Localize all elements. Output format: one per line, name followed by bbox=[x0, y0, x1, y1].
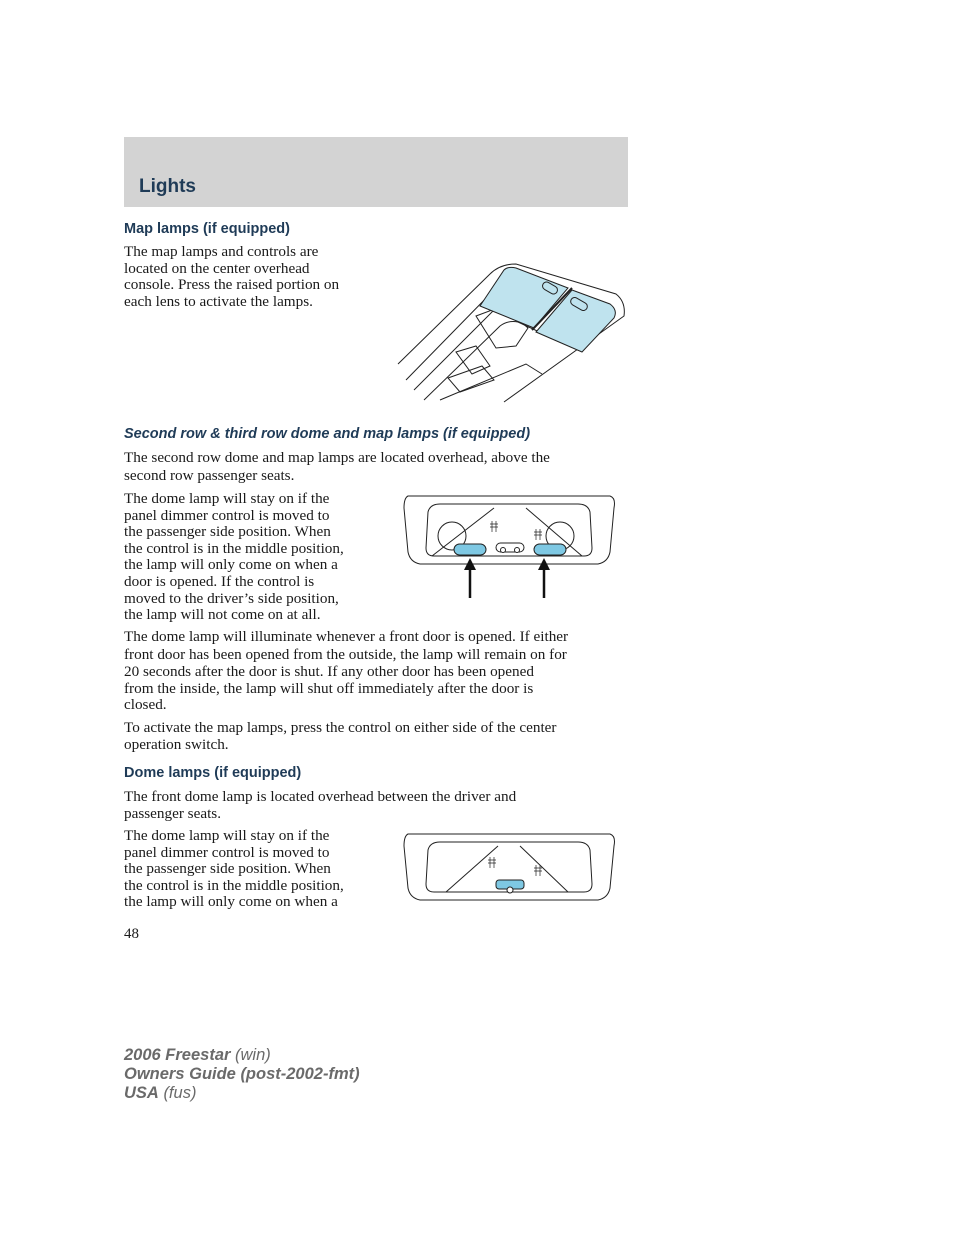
section-header-band bbox=[124, 137, 628, 207]
dome-lamps-body: The dome lamp will stay on if the panel dimmer control is moved to the passenger side position. When the control is in the middle position, the lamp will only come on when a bbox=[124, 827, 344, 911]
second-third-row-para2: The dome lamp will illuminate whenever a front door is opened. If either front door has been opened from the outside, the lamp will remain on for 20 seconds after the door is shut. If any other door has been opened from the inside, the lamp will shut off immediately after the door is closed. bbox=[124, 628, 569, 714]
second-third-row-para3: To activate the map lamps, press the control on either side of the center operation switch. bbox=[124, 719, 557, 753]
map-lamps-body: The map lamps and controls are located on the center overhead console. Press the raised portion on each lens to activate the lamps. bbox=[124, 243, 340, 310]
front-dome-lamp-illustration bbox=[402, 832, 616, 902]
dome-lamps-intro: The front dome lamp is located overhead between the driver and passenger seats. bbox=[124, 788, 517, 822]
section-title: Lights bbox=[139, 176, 196, 197]
second-third-row-intro: The second row dome and map lamps are located overhead, above the second row passenger seats. bbox=[124, 449, 550, 484]
second-third-row-body: The dome lamp will stay on if the panel dimmer control is moved to the passenger side position. When the control is in the middle position, the lamp will only come on when a door is opened. If the control is moved to the driver’s side position, the lamp will not come on at all. bbox=[124, 490, 344, 624]
second-row-dome-lamp-illustration bbox=[402, 494, 616, 600]
dome-lamps-heading: Dome lamps (if equipped) bbox=[124, 765, 302, 781]
page-number: 48 bbox=[124, 926, 139, 942]
document-footer: 2006 Freestar (win) Owners Guide (post-2002-fmt) USA (fus) bbox=[124, 1046, 360, 1102]
map-lamp-console-illustration bbox=[396, 254, 628, 404]
map-lamps-heading: Map lamps (if equipped) bbox=[124, 221, 290, 237]
second-third-row-heading: Second row & third row dome and map lamps (if equipped) bbox=[124, 426, 531, 442]
